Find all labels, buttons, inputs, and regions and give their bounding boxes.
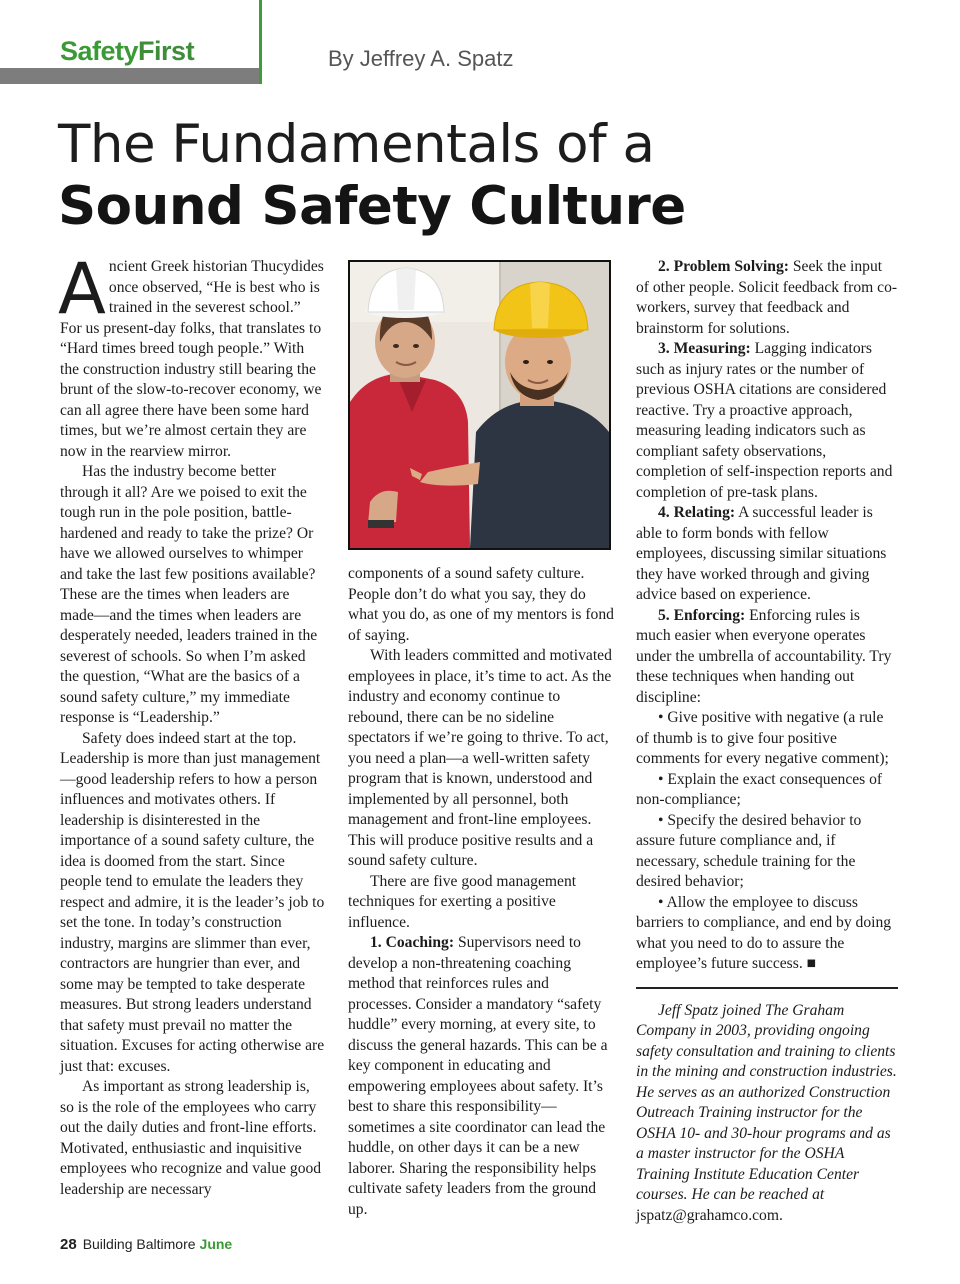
paragraph-1 [58, 248, 326, 462]
section-label-part1: Safety [60, 36, 139, 66]
paragraph-6: With leaders committed and motivated employees in place, it’s time to act. As the industry and economy continue to rebound, there can be no sideline spectators if we’re going to thrive. To act, you need a plan—a well-written safety program that is known, understood and implemented by all personnel, both management and front-line employees. This will produce positive results and a sound safety culture. [348, 647, 612, 869]
paragraph-4: As important as strong leadership is, so is the role of the employees who carry out the daily duties and front-line efforts. Motivated, enthusiastic and inquisitive employees who recognize and value good leadership are necessary [60, 1078, 322, 1198]
column-1 [58, 248, 326, 1200]
bullet-item: • Give positive with negative (a rule of thumb is to give four positive comments for every negative comment); [636, 709, 889, 767]
paragraph-3: Safety does indeed start at the top. Leadership is more than just management—good leadership refers to how a person influences and motivates others. If leadership is disinterested in the importance of a sound safety culture, the idea is doomed from the start. Since people tend to emulate the leaders they respect and admire, it is the leader’s job to set the tone. In today’s construction industry, margins are slimmer than ever, contractors are hungrier than ever, and some may be tempted to take desperate measures. But strong leaders understand that safety must prevail no matter the situation. Excuses for acting otherwise are just that: excuses. [60, 729, 325, 1075]
bio-divider [636, 987, 898, 989]
issue-month: June [199, 1236, 233, 1252]
photo-illustration [350, 262, 609, 548]
enforcing-label: 5. Enforcing: [658, 606, 746, 624]
paragraph-2: Has the industry become better through it all? Are we poised to exit the tough run in the pole position, battle-hardened and ready to take the prize? Or have we allowed ourselves to whimper and take the last few positions available? These are the times when leaders are made—and the times when leaders are desperately needed, leaders trained in the severest of schools. So when I’m asked the question, “What are the basics of a sound safety culture,” my immediate response is “Leadership.” [60, 463, 318, 726]
author-bio-text: Jeff Spatz joined The Graham Company in 2003, providing ongoing safety consultation and training to clients in the mining and construction industries. He serves as an authorized Construction Outreach Training instructor for the OSHA 10- and 30-hour programs and as a master instructor for the OSHA Training Institute Education Center courses. He can be reached at [636, 1001, 897, 1203]
bullet-item: • Explain the exact consequences of non-compliance; [636, 770, 883, 808]
paragraph-relating [636, 503, 898, 606]
enforcing-text: Enforcing rules is much easier when everyone operates under the umbrella of accountability. Try these techniques when handing out discipline: [636, 606, 892, 706]
column-2 [348, 564, 614, 1220]
paragraph-problem-solving [636, 257, 898, 339]
author-email: jspatz@grahamco.com. [636, 1206, 783, 1224]
paragraph-enforcing [636, 606, 898, 709]
bullet-item-last [636, 893, 898, 975]
masthead-bar [0, 68, 262, 84]
paragraph-1-text: ncient Greek historian Thucydides once observed, “He is best who is trained in the severest school.” For us present-day folks, that translates to “Hard times breed tough people.” With the construction industry still bearing the brunt of the slow-to-recover economy, we can all agree there have been some hard times, but we’re almost certain they are now in the rearview mirror. [60, 258, 324, 460]
paragraph-measuring [636, 339, 898, 503]
relating-text: A successful leader is able to form bonds with fellow employees, discussing similar situations they have worked through and giving advice based on experience. [636, 504, 887, 603]
problem-solving-text: Seek the input of other people. Solicit feedback from co-workers, survey that feedback and brainstorm for solutions. [636, 258, 898, 337]
article-title [58, 116, 938, 237]
masthead [0, 0, 960, 100]
measuring-text: Lagging indicators such as injury rates or the number of previous OSHA citations are considered reactive. Try a proactive approach, measuring leading indicators such as compliant safety observations, completion of self-inspection reports and completion of pre-task plans. [636, 340, 893, 501]
measuring-label: 3. Measuring: [658, 340, 751, 357]
construction-workers-photo [348, 260, 611, 550]
paragraph-7: There are five good management techniques for exerting a positive influence. [348, 872, 577, 931]
bullet-text: • Allow the employee to discuss barriers to compliance, and end by doing what you need to do to assure the employee’s future success. [636, 893, 892, 972]
coaching-label: 1. Coaching: [370, 934, 455, 951]
relating-label: 4. Relating: [658, 504, 736, 521]
masthead-divider [259, 0, 262, 84]
section-label-part2: First [138, 36, 195, 66]
drop-cap: A [58, 248, 106, 330]
coaching-text: Supervisors need to develop a non-threatening coaching method that reinforces rules and processes. Consider a mandatory “safety huddle” every morning, at every site, to discuss the general hazards. This can be a key component in educating and empowering employees about safety. It’s best to share this responsibility—sometimes a site coordinator can lead the huddle, on other days it can be a new laborer. Sharing the responsibility helps cultivate safety leaders from the ground up. [348, 934, 608, 1218]
byline: By Jeffrey A. Spatz [328, 46, 514, 71]
publication-name: Building Baltimore [82, 1236, 196, 1252]
end-mark-icon: ■ [806, 955, 817, 972]
title-line-1: The Fundamentals of a [58, 114, 655, 175]
paragraph-5: components of a sound safety culture. People don’t do what you say, they do what you do, as one of my mentors is fond of saying. [348, 565, 614, 644]
title-line-2: Sound Safety Culture [58, 176, 686, 238]
author-bio [636, 1001, 898, 1227]
column-3 [636, 257, 898, 1226]
section-label [60, 38, 194, 65]
problem-solving-label: 2. Problem Solving: [658, 258, 789, 275]
paragraph-coaching [348, 933, 614, 1220]
bullet-item: • Specify the desired behavior to assure future compliance and, if necessary, schedule training for the desired behavior; [636, 811, 862, 890]
page-footer [60, 1236, 232, 1253]
page-number: 28 [60, 1236, 77, 1253]
